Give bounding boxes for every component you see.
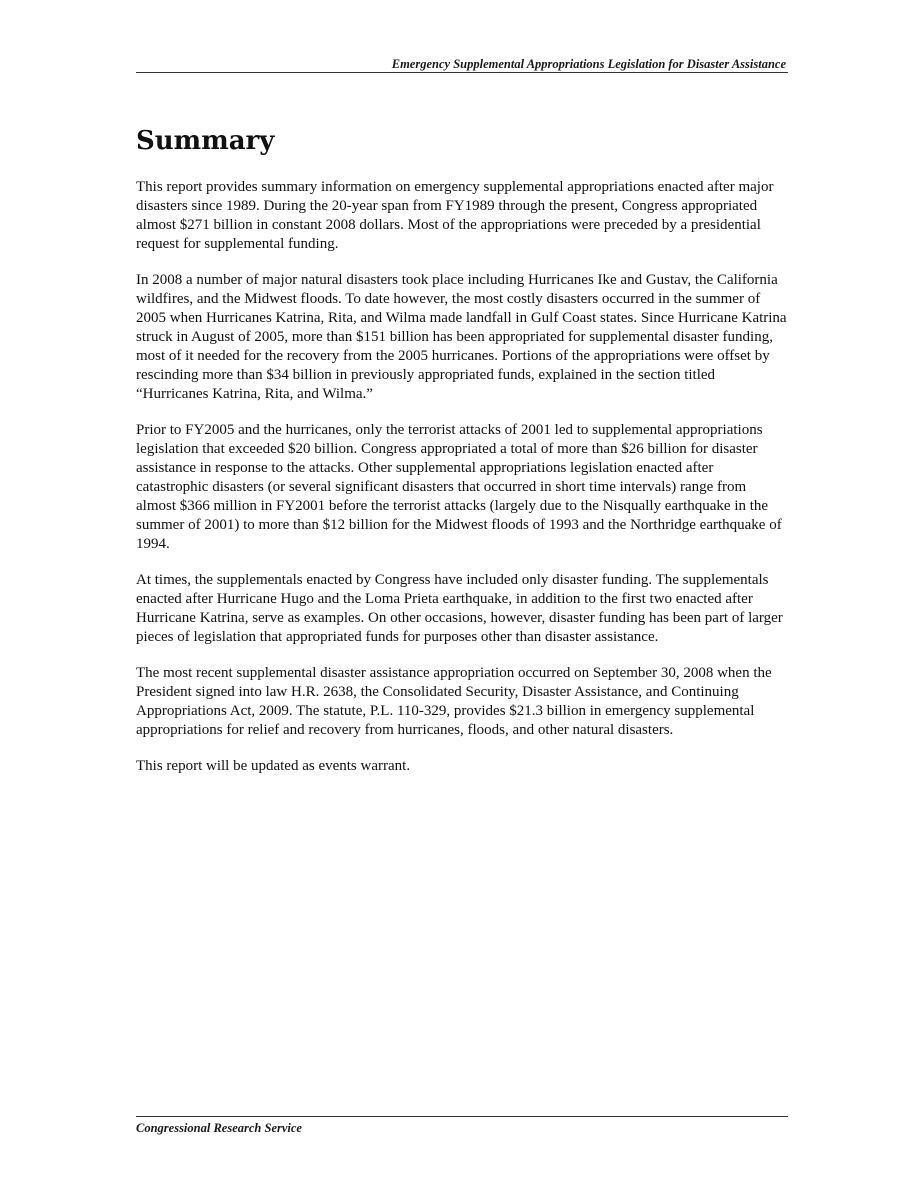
footer-rule <box>136 1116 788 1117</box>
section-title: Summary <box>136 126 275 156</box>
summary-paragraph-6: This report will be updated as events warrant. <box>136 758 411 774</box>
summary-paragraph-3: Prior to FY2005 and the hurricanes, only the terrorist attacks of 2001 led to supplemental appropriations legislation that exceeded $20 billion. Congress appropriated a total of more than $26 billion for disaster assistance in response to the attacks. Other supplemental appropriations legislation enacted after catastrophic disasters (or several significant disasters that occurred in short time intervals) range from almost $366 million in FY2001 before the terrorist attacks (largely due to the Nisqually earthquake in the summer of 2001) to more than $12 billion for the Midwest floods of 1993 and the Northridge earthquake of 1994. <box>136 422 782 552</box>
running-header-title: Emergency Supplemental Appropriations Legislation for Disaster Assistance <box>391 57 786 71</box>
summary-body <box>136 178 788 793</box>
summary-paragraph-2: In 2008 a number of major natural disasters took place including Hurricanes Ike and Gustav, the California wildfires, and the Midwest floods. To date however, the most costly disasters occurred in the summer of 2005 when Hurricanes Katrina, Rita, and Wilma made landfall in Gulf Coast states. Since Hurricane Katrina struck in August of 2005, more than $151 billion has been appropriated for supplemental disaster funding, most of it needed for the recovery from the 2005 hurricanes. Portions of the appropriations were offset by rescinding more than $34 billion in previously appropriated funds, explained in the section titled “Hurricanes Katrina, Rita, and Wilma.” <box>136 272 787 402</box>
summary-paragraph-5: The most recent supplemental disaster assistance appropriation occurred on September 30, 2008 when the President signed into law H.R. 2638, the Consolidated Security, Disaster Assistance, and Continuing Appropriations Act, 2009. The statute, P.L. 110-329, provides $21.3 billion in emergency supplemental appropriations for relief and recovery from hurricanes, floods, and other natural disasters. <box>136 665 772 738</box>
summary-paragraph-1: This report provides summary information on emergency supplemental appropriations enacted after major disasters since 1989. During the 20-year span from FY1989 through the present, Congress appropriated almost $271 billion in constant 2008 dollars. Most of the appropriations were preceded by a presidential request for supplemental funding. <box>136 179 774 252</box>
header-rule <box>136 72 788 73</box>
footer-organization: Congressional Research Service <box>136 1121 302 1135</box>
summary-paragraph-4: At times, the supplementals enacted by Congress have included only disaster funding. The supplementals enacted after Hurricane Hugo and the Loma Prieta earthquake, in addition to the first two enacted after Hurricane Katrina, serve as examples. On other occasions, however, disaster funding has been part of larger pieces of legislation that appropriated funds for purposes other than disaster assistance. <box>136 572 783 645</box>
